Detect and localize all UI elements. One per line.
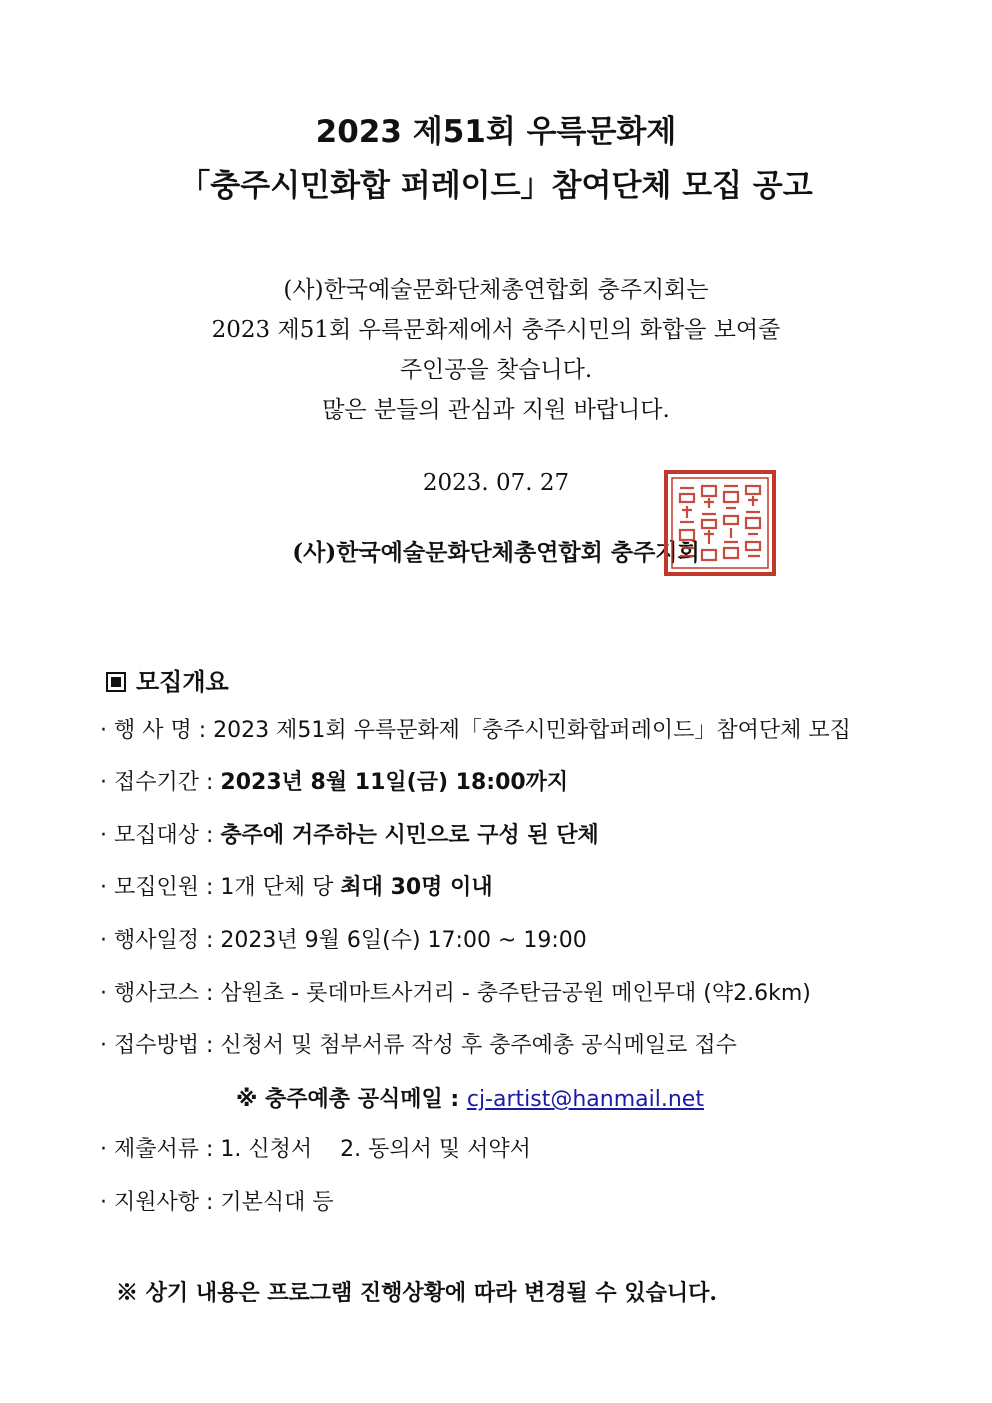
info-value: 충주에 거주하는 시민으로 구성 된 단체 xyxy=(220,823,599,848)
info-label: · 행사일정 : xyxy=(100,928,221,953)
info-label: · 접수방법 : xyxy=(100,1033,221,1058)
section-heading-text: 모집개요 xyxy=(136,668,229,696)
info-row-method xyxy=(100,1026,737,1066)
info-value-bold: 최대 30명 이내 xyxy=(340,875,493,900)
info-label: · 행 사 명 : xyxy=(100,718,214,743)
info-label: · 제출서류 : xyxy=(100,1137,221,1162)
info-value: 삼원초 - 롯데마트사거리 - 충주탄금공원 메인무대 (약2.6km) xyxy=(220,981,811,1006)
info-value: 2023년 9월 6일(수) 17:00 ~ 19:00 xyxy=(220,928,587,953)
email-label: ※ 충주예총 공식메일 : xyxy=(236,1087,467,1112)
email-row xyxy=(236,1080,704,1120)
info-row-documents xyxy=(100,1130,531,1170)
section-heading xyxy=(106,662,229,702)
official-seal-icon xyxy=(664,470,776,576)
info-value: 기본식대 등 xyxy=(220,1190,334,1215)
footnote: ※ 상기 내용은 프로그램 진행상황에 따라 변경될 수 있습니다. xyxy=(116,1280,717,1306)
title-line-1: 2023 제51회 우륵문화제 xyxy=(315,114,677,150)
info-row-schedule xyxy=(100,921,587,961)
info-value: 2023년 8월 11일(금) 18:00까지 xyxy=(220,770,569,795)
info-row-target xyxy=(100,816,599,856)
info-row-support xyxy=(100,1183,334,1223)
email-link[interactable]: cj-artist@hanmail.net xyxy=(466,1087,704,1112)
info-row-course xyxy=(100,974,811,1014)
intro-line-2: 2023 제51회 우륵문화제에서 충주시민의 화합을 보여줄 xyxy=(211,317,781,343)
info-row-headcount xyxy=(100,868,493,908)
info-label: · 지원사항 : xyxy=(100,1190,221,1215)
info-value-plain: 1개 단체 당 xyxy=(220,875,341,900)
intro-line-3: 주인공을 찾습니다. xyxy=(399,357,593,383)
square-bullet-icon xyxy=(106,672,126,692)
info-row-period xyxy=(100,763,568,803)
info-value: 2023 제51회 우륵문화제「충주시민화합퍼레이드」참여단체 모집 xyxy=(213,718,851,743)
intro-line-1: (사)한국예술문화단체총연합회 충주지회는 xyxy=(283,277,709,303)
info-value: 신청서 및 첨부서류 작성 후 충주예총 공식메일로 접수 xyxy=(220,1033,737,1058)
intro-line-4: 많은 분들의 관심과 지원 바랍니다. xyxy=(322,397,670,423)
info-label: · 접수기간 : xyxy=(100,770,221,795)
info-label: · 모집인원 : xyxy=(100,875,221,900)
info-label: · 모집대상 : xyxy=(100,823,221,848)
info-row-event-name xyxy=(100,711,851,751)
info-value: 1. 신청서 2. 동의서 및 서약서 xyxy=(220,1137,531,1162)
info-label: · 행사코스 : xyxy=(100,981,221,1006)
announcement-date: 2023. 07. 27 xyxy=(422,470,570,496)
title-line-2: 「충주시민화합 퍼레이드」참여단체 모집 공고 xyxy=(179,168,813,204)
organization-name: (사)한국예술문화단체총연합회 충주지회 xyxy=(292,539,700,566)
